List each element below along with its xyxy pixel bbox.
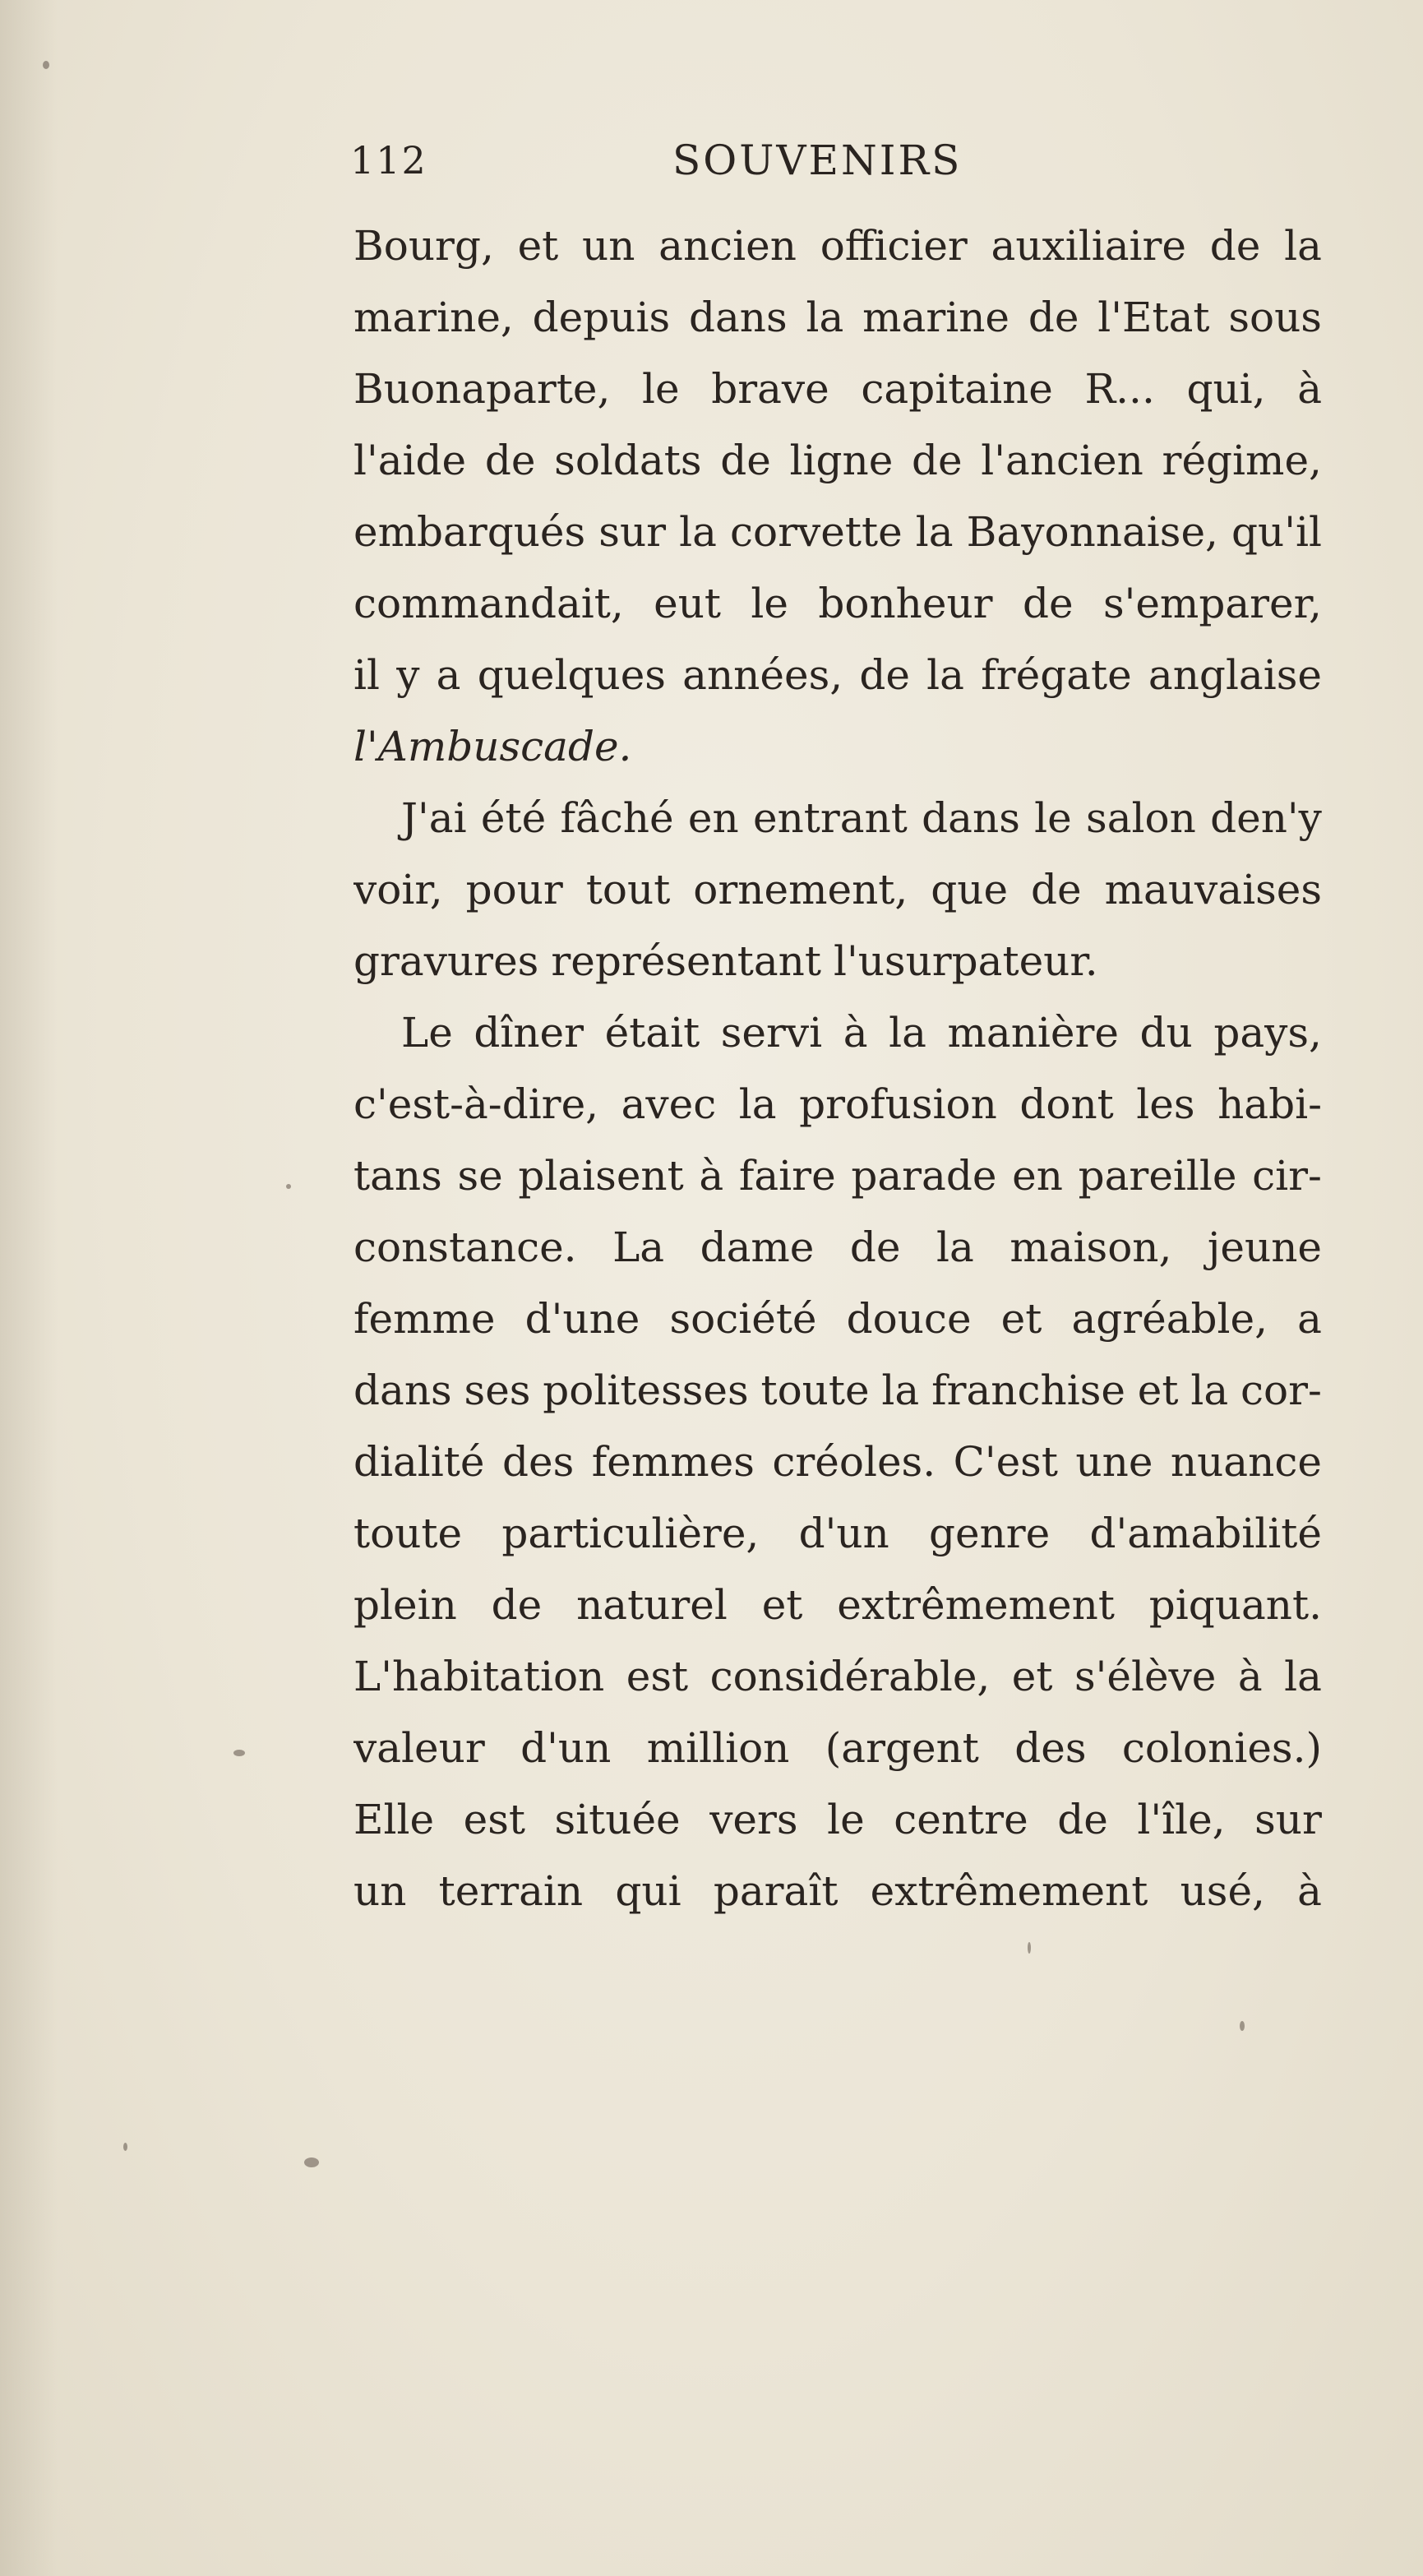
word: pour [465, 866, 563, 913]
word: des [1014, 1724, 1087, 1772]
text-line [353, 282, 1322, 354]
text-line [353, 1570, 1322, 1641]
text-line [353, 1427, 1322, 1498]
word: et [1137, 1367, 1179, 1414]
word: d'un [520, 1724, 612, 1772]
word: (argent [825, 1724, 979, 1772]
word: capitaine [861, 365, 1053, 413]
word: dans [922, 794, 1020, 842]
word: dialité [353, 1438, 485, 1486]
paper-speck [304, 2157, 319, 2167]
word: colonies.) [1121, 1724, 1322, 1772]
word: paraît [713, 1867, 839, 1915]
word: qui, [1186, 365, 1266, 413]
word: la [1190, 1367, 1229, 1414]
word: qui [615, 1867, 681, 1915]
word: maison, [1009, 1223, 1172, 1271]
page-number: 112 [350, 138, 427, 183]
text-line [353, 926, 1322, 997]
word: L'habitation [353, 1653, 605, 1700]
word: c'est-à-dire, [353, 1080, 599, 1128]
word: quelques [477, 651, 666, 699]
word: que [931, 866, 1009, 913]
word: marine [862, 294, 1009, 341]
word: extrêmement [837, 1581, 1115, 1629]
word: années, [682, 651, 843, 699]
word: est [626, 1653, 689, 1700]
word: le [641, 365, 680, 413]
text-line [353, 1212, 1322, 1283]
word: toute [760, 1367, 870, 1414]
word: avec [621, 1080, 717, 1128]
word: R... [1084, 365, 1155, 413]
word: habi- [1217, 1080, 1322, 1128]
word: depuis [532, 294, 671, 341]
text-line [353, 568, 1322, 640]
word: femme [353, 1295, 496, 1343]
text-line [353, 1140, 1322, 1212]
text-line [353, 711, 1322, 783]
word: la [915, 508, 954, 556]
word: la [806, 294, 844, 341]
word: l'ancien [981, 437, 1143, 484]
running-title: SOUVENIRS [672, 136, 963, 184]
word: frégate [981, 651, 1132, 699]
word: le [1034, 794, 1072, 842]
word: franchise [931, 1367, 1125, 1414]
word: il [353, 651, 380, 699]
word: cir- [1252, 1152, 1322, 1200]
word: de [911, 437, 963, 484]
word: particulière, [501, 1510, 760, 1557]
word: pareille [1078, 1152, 1237, 1200]
word: sous [1228, 294, 1322, 341]
word: profusion [799, 1080, 997, 1128]
text-line [353, 1641, 1322, 1713]
word: a [436, 651, 461, 699]
word: servi [720, 1009, 823, 1057]
word: C'est [953, 1438, 1058, 1486]
word: et [761, 1581, 803, 1629]
word: le [827, 1796, 865, 1843]
word: toute [353, 1510, 463, 1557]
paper-speck [43, 61, 49, 69]
word: du [1139, 1009, 1193, 1057]
word: naturel [576, 1581, 728, 1629]
word: qu'il [1231, 508, 1322, 556]
word: J'ai [401, 794, 467, 842]
word: créoles. [772, 1438, 936, 1486]
word: la [881, 1367, 920, 1414]
word: femmes [591, 1438, 755, 1486]
word: s'élève [1074, 1653, 1217, 1700]
word: Bayonnaise, [966, 508, 1218, 556]
word: en [1012, 1152, 1063, 1200]
word: gravures [353, 937, 539, 985]
text-line [353, 997, 1322, 1069]
text-line [353, 1784, 1322, 1856]
word: la [936, 1223, 974, 1271]
word: de [484, 437, 536, 484]
word: plein [353, 1581, 457, 1629]
word: jeune [1207, 1223, 1322, 1271]
word: auxiliaire [991, 222, 1187, 270]
word: de [1057, 1796, 1108, 1843]
word: dont [1019, 1080, 1114, 1128]
word: constance. [353, 1223, 577, 1271]
word: été [480, 794, 547, 842]
word: un [582, 222, 635, 270]
word: de [1022, 580, 1074, 627]
word: sur [598, 508, 667, 556]
word: parade [851, 1152, 997, 1200]
word: sur [1254, 1796, 1322, 1843]
word: était [604, 1009, 700, 1057]
word: à [1297, 1867, 1322, 1915]
word: officier [820, 222, 968, 270]
text-line [353, 783, 1322, 854]
word: La [612, 1223, 665, 1271]
word: genre [928, 1510, 1051, 1557]
text-line [353, 1713, 1322, 1784]
paper-speck [1240, 2021, 1245, 2031]
word: dans [353, 1367, 452, 1414]
paper-speck [286, 1184, 291, 1189]
word: de [720, 437, 771, 484]
word: les [1136, 1080, 1195, 1128]
text-line [353, 1498, 1322, 1570]
word: ses [464, 1367, 531, 1414]
word: la [679, 508, 717, 556]
word: de [491, 1581, 543, 1629]
word: commandait, [353, 580, 624, 627]
paper-speck [1028, 1942, 1031, 1954]
word: un [353, 1867, 407, 1915]
gutter-shadow [0, 0, 58, 2576]
word: considérable, [709, 1653, 991, 1700]
word: d'amabilité [1089, 1510, 1322, 1557]
text-line [353, 354, 1322, 425]
word: soldats [554, 437, 702, 484]
word: usé, [1180, 1867, 1265, 1915]
word: une [1075, 1438, 1153, 1486]
word: a [1297, 1295, 1322, 1343]
word: agréable, [1071, 1295, 1268, 1343]
paper-speck [123, 2143, 127, 2151]
word: ornement, [693, 866, 908, 913]
word: et [517, 222, 559, 270]
word: bonheur [818, 580, 993, 627]
word: en [687, 794, 739, 842]
word: den'y [1210, 794, 1322, 842]
word: la [1284, 1653, 1322, 1700]
text-line [353, 1355, 1322, 1427]
word: extrêmement [870, 1867, 1148, 1915]
word: la [1284, 222, 1322, 270]
word: est [463, 1796, 525, 1843]
word: terrain [438, 1867, 584, 1915]
word: eut [654, 580, 722, 627]
word: s'emparer, [1102, 580, 1322, 627]
text-line [353, 640, 1322, 711]
word: l'usurpateur. [833, 937, 1098, 985]
word: pays, [1213, 1009, 1322, 1057]
word: douce [846, 1295, 972, 1343]
word: des [501, 1438, 575, 1486]
word: brave [711, 365, 829, 413]
word: ligne [789, 437, 894, 484]
word: faire [738, 1152, 836, 1200]
word: piquant. [1148, 1581, 1322, 1629]
word: l'Ambuscade. [353, 723, 632, 770]
word: dîner [474, 1009, 584, 1057]
word: d'un [798, 1510, 889, 1557]
word: de [849, 1223, 901, 1271]
word: vers [709, 1796, 798, 1843]
word: et [1000, 1295, 1042, 1343]
word: régime, [1162, 437, 1322, 484]
word: tout [585, 866, 671, 913]
text-line [353, 210, 1322, 282]
word: et [1011, 1653, 1053, 1700]
text-line [353, 497, 1322, 568]
text-line [353, 854, 1322, 926]
word: le [751, 580, 788, 627]
word: marine, [353, 294, 514, 341]
word: ancien [658, 222, 797, 270]
text-line [353, 425, 1322, 497]
body-text [353, 210, 1322, 1927]
word: mauvaises [1104, 866, 1322, 913]
word: l'aide [353, 437, 467, 484]
word: voir, [353, 866, 443, 913]
text-line [353, 1069, 1322, 1140]
word: politesses [543, 1367, 749, 1414]
word: salon [1086, 794, 1196, 842]
word: de [1028, 294, 1079, 341]
word: à [1237, 1653, 1263, 1700]
word: la [738, 1080, 777, 1128]
word: à [1297, 365, 1322, 413]
word: de [1209, 222, 1261, 270]
word: tans [353, 1152, 442, 1200]
word: y [396, 651, 420, 699]
word: située [554, 1796, 681, 1843]
word: centre [894, 1796, 1028, 1843]
word: embarqués [353, 508, 586, 556]
word: à [843, 1009, 868, 1057]
word: million [646, 1724, 790, 1772]
word: dans [688, 294, 788, 341]
word: manière [947, 1009, 1119, 1057]
word: Buonaparte, [353, 365, 611, 413]
word: Le [401, 1009, 453, 1057]
word: l'Etat [1097, 294, 1210, 341]
word: d'une [524, 1295, 640, 1343]
word: fâché [560, 794, 674, 842]
paper-speck [233, 1750, 245, 1756]
word: anglaise [1148, 651, 1322, 699]
text-line [353, 1856, 1322, 1927]
word: représentant [551, 937, 821, 985]
word: société [669, 1295, 817, 1343]
word: nuance [1170, 1438, 1322, 1486]
word: de [859, 651, 910, 699]
word: plaisent [518, 1152, 684, 1200]
word: dame [700, 1223, 815, 1271]
word: Bourg, [353, 222, 494, 270]
word: la [926, 651, 964, 699]
word: cor- [1240, 1367, 1322, 1414]
word: Elle [353, 1796, 435, 1843]
word: corvette [730, 508, 903, 556]
word: se [457, 1152, 503, 1200]
word: de [1031, 866, 1082, 913]
word: à [699, 1152, 724, 1200]
word: l'île, [1137, 1796, 1226, 1843]
word: la [889, 1009, 926, 1057]
text-line [353, 1283, 1322, 1355]
word: valeur [353, 1724, 485, 1772]
word: entrant [752, 794, 908, 842]
